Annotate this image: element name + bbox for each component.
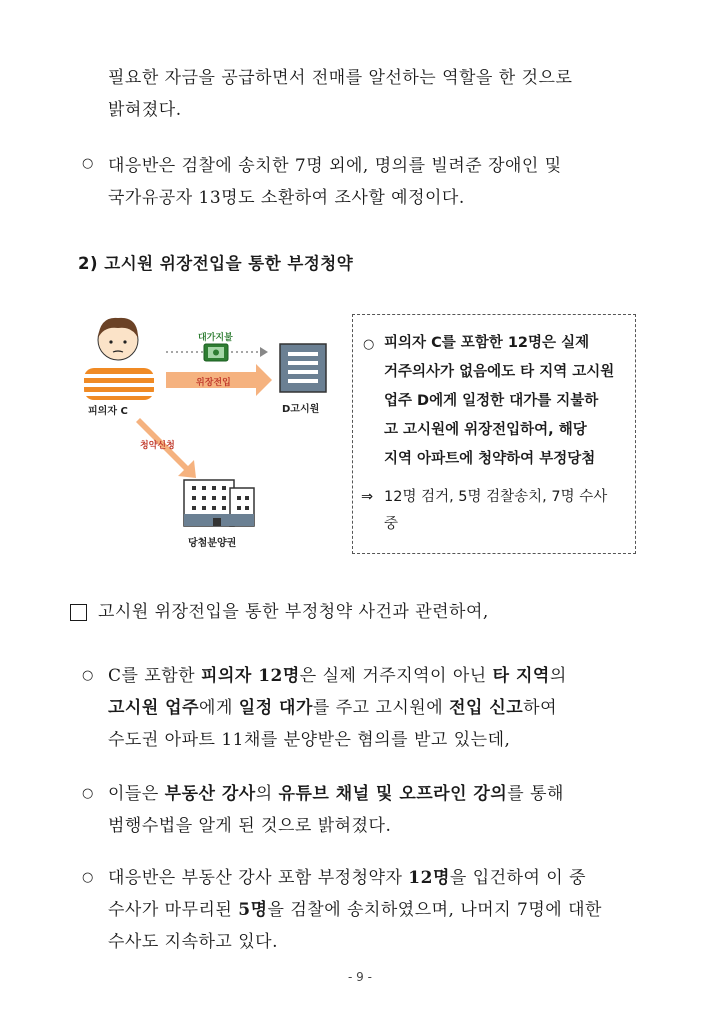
para1-line-2: 국가유공자 13명도 소환하여 조사할 예정이다.	[108, 188, 465, 208]
box-result-1: 12명 검거, 5명 검찰송치, 7명 수사	[384, 489, 608, 505]
diagram-graphic	[80, 310, 360, 560]
para3-line-1: 이들은 부동산 강사의 유튜브 채널 및 오프라인 강의를 통해	[108, 784, 564, 804]
section-box-heading: 고시원 위장전입을 통한 부정청약 사건과 관련하여,	[98, 602, 489, 622]
summary-box	[352, 314, 636, 554]
box-line-4: 고 고시원에 위장전입하여, 해당	[384, 422, 587, 438]
suspect-person-icon	[84, 318, 154, 400]
goshiwon-building-icon	[280, 344, 326, 392]
fake-move-label: 위장전입	[196, 378, 231, 388]
page-number: - 9 -	[348, 970, 372, 984]
diagram	[80, 310, 360, 560]
winning-label: 당첨분양권	[188, 538, 237, 549]
para4-line-2: 수사가 마무리된 5명을 검찰에 송치하였으며, 나머지 7명에 대한	[108, 900, 602, 920]
section-heading: 2) 고시원 위장전입을 통한 부정청약	[78, 254, 354, 273]
result-arrow-icon: ⇒	[361, 489, 374, 505]
goshiwon-label: D고시원	[282, 404, 320, 415]
box-line-2: 거주의사가 없음에도 타 지역 고시원	[384, 364, 615, 380]
para1-line-1: 대응반은 검찰에 송치한 7명 외에, 명의를 빌려준 장애인 및	[108, 156, 562, 176]
para2-line-2: 고시원 업주에게 일정 대가를 주고 고시원에 전입 신고하여	[108, 698, 558, 718]
bullet-icon: ○	[82, 786, 94, 801]
para3-line-2: 범행수법을 알게 된 것으로 밝혀졌다.	[108, 816, 392, 836]
suspect-label: 피의자 C	[88, 406, 128, 417]
para4-line-3: 수사도 지속하고 있다.	[108, 932, 279, 952]
payment-label: 대가지불	[198, 333, 233, 343]
money-icon	[204, 344, 228, 361]
bullet-icon: ○	[82, 870, 94, 885]
bullet-icon: ○	[82, 668, 94, 683]
bullet-icon: ○	[82, 156, 94, 171]
subscription-label: 청약신청	[140, 441, 175, 451]
box-line-3: 업주 D에게 일정한 대가를 지불하	[384, 393, 599, 409]
apartment-building-icon	[184, 480, 254, 526]
box-line-1: 피의자 C를 포함한 12명은 실제	[384, 335, 590, 351]
box-result-2: 중	[384, 516, 399, 532]
box-line-5: 지역 아파트에 청약하여 부정당첨	[384, 451, 596, 467]
intro-line-1: 필요한 자금을 공급하면서 전매를 알선하는 역할을 한 것으로	[108, 68, 573, 88]
para4-line-1: 대응반은 부동산 강사 포함 부정청약자 12명을 입건하여 이 중	[108, 868, 587, 888]
para2-line-1: C를 포함한 피의자 12명은 실제 거주지역이 아닌 타 지역의	[108, 666, 567, 686]
para2-line-3: 수도권 아파트 11채를 분양받은 혐의를 받고 있는데,	[108, 730, 511, 750]
box-bullet-icon: ○	[363, 337, 375, 352]
intro-line-2: 밝혀졌다.	[108, 100, 182, 120]
square-bullet-icon	[70, 604, 87, 621]
